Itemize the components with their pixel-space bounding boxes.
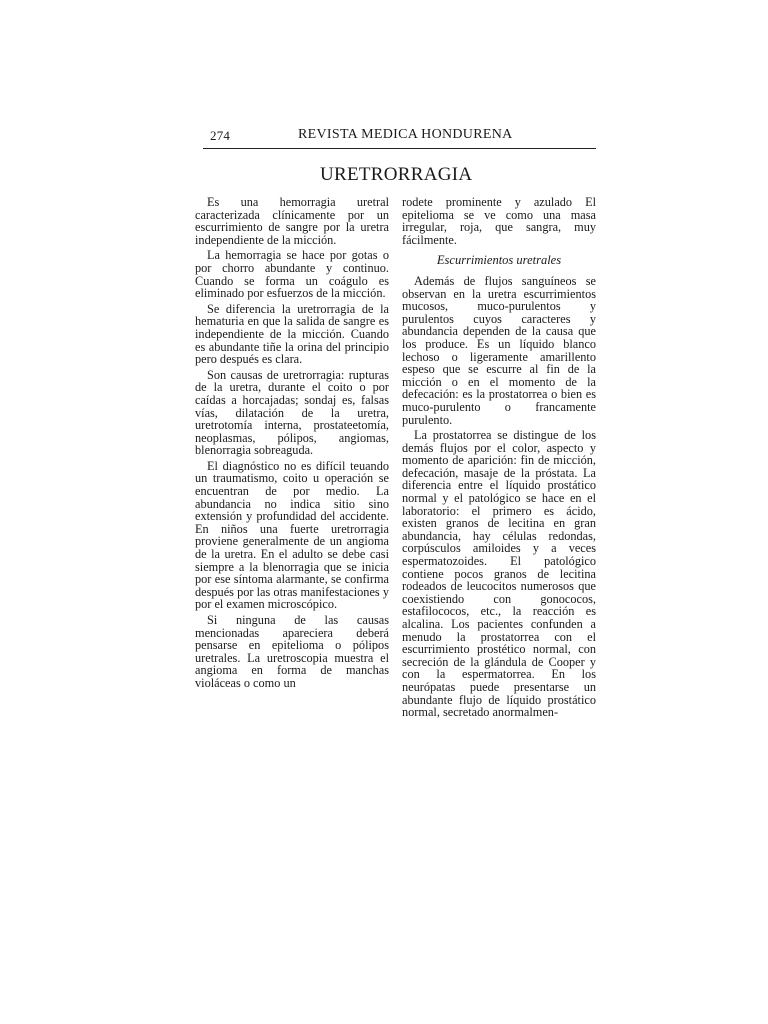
page-number: 274 [210,128,231,143]
header-rule [203,148,596,149]
section-heading: Escurrimientos uretrales [436,253,562,268]
paragraph-differential: Se diferencia la uretrorragia de la hematuria en que la salida de sangre es independiente de la micción. Cuando es abundante tiñe la orina del principio pero después es clara. [195,301,389,367]
paragraph-definition: Es una hemorragia uretral caracterizada clínicamente por un escurrimiento de sangre por la uretra independiente de la micción. [195,195,389,247]
paragraph-continuation: rodete prominente y azulado El epitelioma se ve como una masa irregular, roja, que sangra, muy fácilmente. [402,195,596,247]
paragraph-hemorrhage: La hemorragia se hace por gotas o por chorro abundante y continuo. Cuando se forma un coágulo es eliminado por esfuerzos de la micción. [195,248,389,301]
journal-title: REVISTA MEDICA HONDURENA [298,127,513,142]
article-title: URETRORRAGIA [320,164,473,185]
paragraph-other-causes: Si ninguna de las causas mencionadas apareciera deberá pensarse en epitelioma o pólipos uretrales. La uretroscopia muestra el angioma en forma de manchas violáceas o como un [195,613,389,690]
paragraph-prostatorrhea: La prostatorrea se distingue de los demás flujos por el color, aspecto y momento de aparición: fin de micción, defecación, masaje de la próstata. La diferencia entre el líquido prostático normal y el patológico se hace en el laboratorio: el primero es ácido, existen granos de lecitina en gran abundancia, hay células redondas, corpúsculos amiloides y a veces espermatozoides. El patológico contiene pocos granos de lecitina rodeados de leucocitos numerosos que coexistiendo con gonococos, estafilococos, etc., la reacción es alcalina. Los pacientes confunden a menudo la prostatorrea con el escurrimiento prostético normal, con secreción de la glándula de Cooper y con la espermatorrea. En los neurópatas puede presentarse un abundante flujo de líquido prostático normal, secretado anormalmen- [402,428,596,720]
paragraph-diagnosis: El diagnóstico no es difícil teuando un traumatismo, coito u operación se encuentran de por medio. La abundancia no indica sitio sino extensión y profundidad del accidente. En niños una fuerte uretrorragia proviene generalmente de un angioma de la uretra. En el adulto se debe casi siempre a la blenorragia que se inicia por ese síntoma alarmante, se confirma después por las otras manifestaciones y por el examen microscópico. [195,458,389,612]
paragraph-causes: Son causas de uretrorragia: rupturas de la uretra, durante el coito o por caídas a horcajadas; sondaj es, falsas vías, dilatación de la uretra, uretrotomía interna, prostateetomía, neoplasmas, pólipos, angiomas, blenorragia sobreaguda. [195,367,389,458]
right-column [402,196,596,722]
left-column [195,196,389,693]
paragraph-discharges: Además de flujos sanguíneos se observan en la uretra escurrimientos mucosos, muco-purulentos y purulentos cuyos caracteres y abundancia dependen de la causa que los produce. Es un líquido blanco lechoso o ligeramente amarillento espeso que se escurre al fin de la micción o en el momento de la defecación: es la prostatorrea o bien es muco-purulento o francamente purulento. [402,273,596,427]
